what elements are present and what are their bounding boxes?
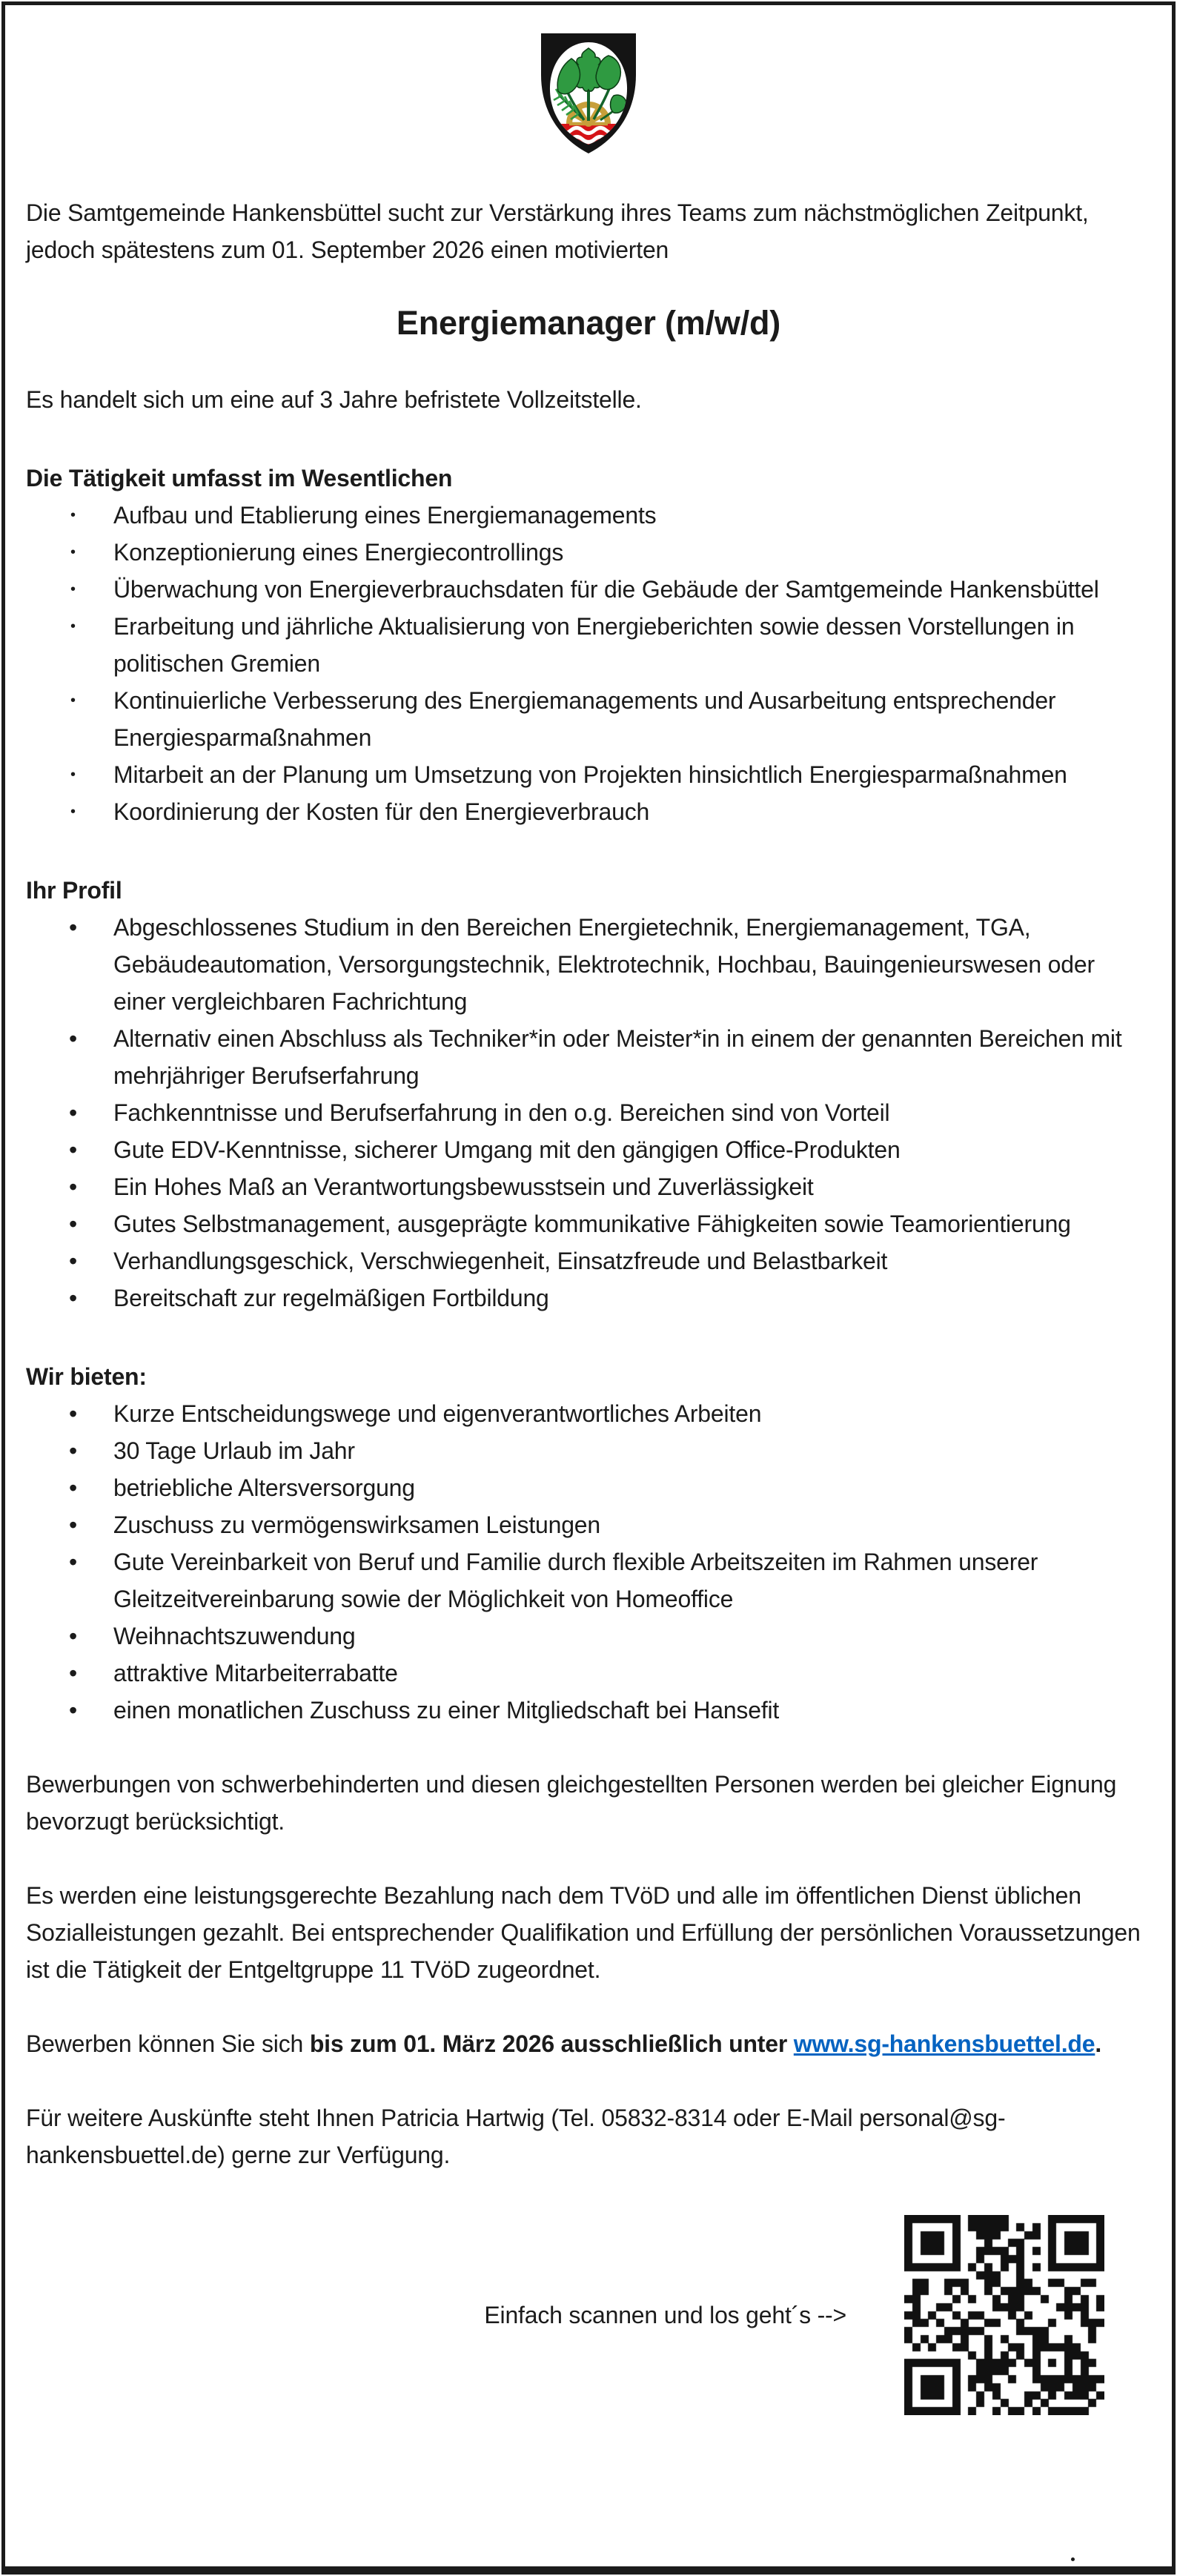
list-item: • Gute Vereinbarkeit von Beruf und Familie durch flexible Arbeitszeiten im Rahmen unserer Gleitzeitvereinbarung sowie der Möglichkeit von Homeoffice bbox=[26, 1543, 1151, 1618]
list-item: • Koordinierung der Kosten für den Energieverbrauch bbox=[26, 793, 1151, 830]
application-link[interactable]: www.sg-hankensbuettel.de bbox=[793, 2030, 1095, 2057]
apply-deadline: bis zum 01. März 2026 ausschließlich unter bbox=[309, 2030, 794, 2057]
list-item: • 30 Tage Urlaub im Jahr bbox=[26, 1432, 1151, 1469]
list-item: • Bereitschaft zur regelmäßigen Fortbildung bbox=[26, 1279, 1151, 1317]
equal-opportunity-paragraph: Bewerbungen von schwerbehinderten und diesen gleichgestellten Personen werden bei gleicher Eignung bevorzugt berücksichtigt. bbox=[26, 1771, 1117, 1835]
profile-list bbox=[26, 909, 1151, 1317]
list-item: • Alternativ einen Abschluss als Techniker*in oder Meister*in in einem der genannten Bereichen mit mehrjähriger Berufserfahrung bbox=[26, 1020, 1151, 1094]
job-title: Energiemanager (m/w/d) bbox=[396, 304, 781, 342]
intro-paragraph: Die Samtgemeinde Hankensbüttel sucht zur Verstärkung ihres Teams zum nächstmöglichen Zeitpunkt, jedoch spätestens zum 01. September 2026 einen motivierten bbox=[26, 199, 1089, 263]
job-posting-page bbox=[1, 1, 1176, 2575]
stray-dot bbox=[1071, 2557, 1075, 2561]
list-item: • Überwachung von Energieverbrauchsdaten für die Gebäude der Samtgemeinde Hankensbüttel bbox=[26, 571, 1151, 608]
qr-caption: Einfach scannen und los geht´s --> bbox=[484, 2302, 846, 2328]
list-item: • Ein Hohes Maß an Verantwortungsbewusstsein und Zuverlässigkeit bbox=[26, 1168, 1151, 1205]
apply-prefix: Bewerben können Sie sich bbox=[26, 2030, 310, 2057]
list-item: • betriebliche Altersversorgung bbox=[26, 1469, 1151, 1506]
offer-list bbox=[26, 1395, 1151, 1729]
section-heading-tasks: Die Tätigkeit umfasst im Wesentlichen bbox=[26, 465, 453, 491]
list-item: • Gute EDV-Kenntnisse, sicherer Umgang mit den gängigen Office-Produkten bbox=[26, 1131, 1151, 1168]
qr-section bbox=[26, 2215, 1151, 2415]
section-heading-profile: Ihr Profil bbox=[26, 877, 122, 904]
apply-suffix: . bbox=[1095, 2030, 1102, 2057]
qr-code bbox=[904, 2215, 1104, 2415]
task-list bbox=[26, 497, 1151, 830]
list-item: • Fachkenntnisse und Berufserfahrung in den o.g. Bereichen sind von Vorteil bbox=[26, 1094, 1151, 1131]
list-item: • einen monatlichen Zuschuss zu einer Mitgliedschaft bei Hansefit bbox=[26, 1692, 1151, 1729]
list-item: • Mitarbeit an der Planung um Umsetzung von Projekten hinsichtlich Energiesparmaßnahmen bbox=[26, 756, 1151, 793]
pay-paragraph: Es werden eine leistungsgerechte Bezahlung nach dem TVöD und alle im öffentlichen Dienst üblichen Sozialleistungen gezahlt. Bei entsprechender Qualifikation und Erfüllung der persönlichen Voraussetzungen ist die Tätigkeit der Entgeltgruppe 11 TVöD zugeordnet. bbox=[26, 1882, 1141, 1983]
apply-paragraph bbox=[26, 2025, 1151, 2062]
section-heading-offer: Wir bieten: bbox=[26, 1363, 147, 1390]
list-item: • Konzeptionierung eines Energiecontrollings bbox=[26, 534, 1151, 571]
list-item: • Kurze Entscheidungswege und eigenverantwortliches Arbeiten bbox=[26, 1395, 1151, 1432]
list-item: • Erarbeitung und jährliche Aktualisierung von Energieberichten sowie dessen Vorstellungen in politischen Gremien bbox=[26, 608, 1151, 682]
list-item: • Weihnachtszuwendung bbox=[26, 1618, 1151, 1655]
contact-paragraph: Für weitere Auskünfte steht Ihnen Patricia Hartwig (Tel. 05832-8314 oder E-Mail personal@sg-hankensbuettel.de) gerne zur Verfügung. bbox=[26, 2105, 1006, 2168]
list-item: • Abgeschlossenes Studium in den Bereichen Energietechnik, Energiemanagement, TGA, Gebäudeautomation, Versorgungstechnik, Elektrotechnik, Hochbau, Bauingenieurswesen oder einer vergleichbaren Fachrichtung bbox=[26, 909, 1151, 1020]
subtitle: Es handelt sich um eine auf 3 Jahre befristete Vollzeitstelle. bbox=[26, 386, 642, 413]
list-item: • Gutes Selbstmanagement, ausgeprägte kommunikative Fähigkeiten sowie Teamorientierung bbox=[26, 1205, 1151, 1242]
list-item: • Kontinuierliche Verbesserung des Energiemanagements und Ausarbeitung entsprechender Energiesparmaßnahmen bbox=[26, 682, 1151, 756]
list-item: • Zuschuss zu vermögenswirksamen Leistungen bbox=[26, 1506, 1151, 1543]
list-item: • Aufbau und Etablierung eines Energiemanagements bbox=[26, 497, 1151, 534]
list-item: • attraktive Mitarbeiterrabatte bbox=[26, 1655, 1151, 1692]
coat-of-arms bbox=[537, 32, 640, 156]
list-item: • Verhandlungsgeschick, Verschwiegenheit, Einsatzfreude und Belastbarkeit bbox=[26, 1242, 1151, 1279]
